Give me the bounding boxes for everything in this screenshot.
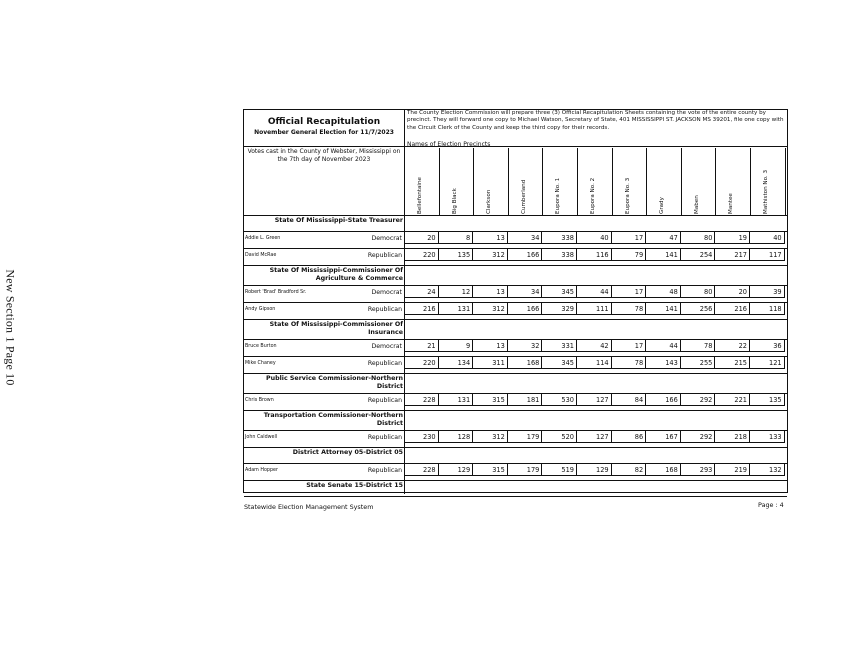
- vote-count: 127: [596, 433, 609, 441]
- vote-count: 292: [699, 396, 713, 404]
- vote-count: 117: [769, 251, 782, 259]
- party-label: Democrat: [371, 235, 402, 242]
- vote-count: 338: [561, 234, 574, 242]
- vote-count: 121: [769, 359, 782, 367]
- candidate-name: Robert 'Brad' Bradford Sr.: [245, 290, 307, 295]
- divider: [244, 215, 787, 216]
- vote-count: 311: [492, 359, 505, 367]
- vote-count: 312: [492, 305, 505, 313]
- vote-count: 79: [634, 251, 644, 259]
- vote-count: 141: [665, 251, 678, 259]
- vote-count: 82: [634, 466, 644, 474]
- vote-count: 8: [465, 234, 471, 242]
- vote-count: 315: [492, 396, 505, 404]
- vote-count: 114: [596, 359, 609, 367]
- divider: [244, 319, 787, 320]
- vote-count: 131: [457, 305, 471, 313]
- vote-count: 24: [427, 288, 436, 296]
- vote-count: 219: [734, 466, 747, 474]
- vote-count: 129: [457, 466, 471, 474]
- vote-count: 17: [634, 288, 644, 296]
- candidate-name: David McRae: [245, 253, 277, 258]
- vote-count: 128: [457, 433, 471, 441]
- vote-count: 40: [773, 234, 782, 242]
- race-title: Transportation Commissioner-Northern District: [263, 412, 403, 427]
- vote-count: 228: [423, 396, 436, 404]
- vote-count: 312: [492, 433, 505, 441]
- candidate-name: Mike Chaney: [245, 361, 276, 366]
- vote-count: 135: [769, 396, 782, 404]
- vote-count: 32: [531, 342, 540, 350]
- race-title: State Of Mississippi-Commissioner Of Insurance: [269, 321, 403, 336]
- vote-count: 127: [596, 396, 609, 404]
- candidate-name: Bruce Burton: [245, 344, 277, 349]
- vote-count: 254: [699, 251, 713, 259]
- vote-count: 111: [596, 305, 609, 313]
- vote-count: 345: [561, 359, 574, 367]
- vote-count: 116: [596, 251, 609, 259]
- vote-count: 19: [738, 234, 747, 242]
- vote-count: 36: [773, 342, 782, 350]
- vote-count: 256: [699, 305, 713, 313]
- column-divider: [473, 148, 474, 215]
- vote-count: 80: [704, 288, 713, 296]
- instructions-text: The County Election Commission will prepare three (3) Official Recapitulation Sheets containing the vote of the entire county by precinct. They will forward one copy to Michael Watson, Secretary of State, 401 MISSISSIPPI ST. JACKSON MS 39201, file one copy with the Circuit Clerk of the County and keep the third copy for their records.: [407, 110, 784, 131]
- vote-count: 17: [634, 234, 644, 242]
- vote-count: 133: [769, 433, 782, 441]
- vote-count: 39: [773, 288, 782, 296]
- party-label: Republican: [367, 467, 402, 474]
- vote-count: 221: [734, 396, 747, 404]
- vote-count: 255: [699, 359, 713, 367]
- vote-count: 84: [634, 396, 644, 404]
- party-label: Republican: [367, 434, 402, 441]
- divider: [244, 410, 787, 411]
- vote-count: 135: [457, 251, 471, 259]
- precinct-name: Clarkson: [486, 189, 493, 214]
- divider: [244, 496, 787, 497]
- vote-count: 129: [596, 466, 609, 474]
- vote-count: 166: [526, 251, 540, 259]
- vote-count: 181: [526, 396, 540, 404]
- vote-count: 13: [496, 234, 505, 242]
- vote-count: 166: [526, 305, 540, 313]
- vote-count: 17: [634, 342, 644, 350]
- vote-count: 329: [561, 305, 574, 313]
- party-label: Republican: [367, 360, 402, 367]
- vote-count: 12: [461, 288, 471, 296]
- column-divider: [646, 148, 647, 215]
- vote-count: 338: [561, 251, 574, 259]
- precinct-name: Eupora No. 2: [590, 177, 596, 214]
- vote-count: 166: [665, 396, 678, 404]
- vote-count: 21: [427, 342, 436, 350]
- precinct-name: Bellefontaine: [417, 177, 423, 214]
- vote-count: 20: [738, 288, 747, 296]
- precinct-name: Mathiston No. 3: [763, 169, 769, 214]
- vote-count: 118: [769, 305, 782, 313]
- candidate-name: Chris Brown: [245, 398, 274, 403]
- vote-count: 216: [734, 305, 747, 313]
- doc-title: Official Recapitulation: [267, 117, 381, 127]
- vote-count: 179: [526, 466, 540, 474]
- vote-count: 34: [531, 288, 540, 296]
- race-title: State Of Mississippi-State Treasurer: [274, 217, 403, 224]
- column-divider: [681, 148, 682, 215]
- vote-count: 312: [492, 251, 505, 259]
- race-title: District Attorney 05-District 05: [292, 449, 403, 456]
- vote-count: 228: [423, 466, 436, 474]
- column-divider: [750, 148, 751, 215]
- vote-count: 520: [561, 433, 574, 441]
- candidate-name: John Caldwell: [245, 435, 278, 440]
- vote-count: 530: [561, 396, 574, 404]
- vote-count: 217: [734, 251, 747, 259]
- vote-count: 132: [769, 466, 782, 474]
- vote-count: 331: [561, 342, 574, 350]
- vote-count: 78: [704, 342, 713, 350]
- precinct-name: Mantee: [728, 193, 735, 214]
- precinct-name: Eupora No. 1: [555, 177, 562, 214]
- precinct-name: Big Black: [451, 188, 458, 214]
- vote-count: 13: [496, 342, 505, 350]
- divider: [244, 447, 787, 448]
- vote-count: 9: [465, 342, 471, 350]
- vote-count: 168: [526, 359, 540, 367]
- precinct-name: Eupora No. 3: [624, 177, 631, 214]
- column-divider: [508, 148, 509, 215]
- vote-count: 44: [669, 342, 678, 350]
- vote-count: 13: [496, 288, 505, 296]
- column-divider: [612, 148, 613, 215]
- vote-count: 134: [457, 359, 471, 367]
- party-label: Democrat: [371, 289, 402, 296]
- vote-count: 48: [669, 288, 678, 296]
- race-title: State Senate 15-District 15: [306, 482, 403, 489]
- vote-count: 78: [634, 305, 644, 313]
- race-title: Public Service Commissioner-Northern District: [266, 375, 403, 390]
- vote-count: 141: [665, 305, 678, 313]
- divider: [244, 265, 787, 266]
- precincts-label: Names of Election Precincts: [407, 141, 491, 148]
- vote-count: 40: [600, 234, 609, 242]
- precinct-name: Maben: [693, 195, 700, 214]
- vote-count: 80: [704, 234, 713, 242]
- party-label: Democrat: [371, 343, 402, 350]
- vote-count: 293: [699, 466, 713, 474]
- vote-count: 47: [669, 234, 678, 242]
- vote-count: 44: [600, 288, 609, 296]
- side-page-label: New Section 1 Page 10: [3, 269, 18, 386]
- title-block: [244, 110, 405, 146]
- divider: [244, 480, 787, 481]
- vote-count: 519: [561, 466, 574, 474]
- race-title: State Of Mississippi-Commissioner Of Agriculture & Commerce: [269, 267, 403, 282]
- divider: [244, 373, 787, 374]
- vote-count: 131: [457, 396, 471, 404]
- column-divider: [439, 148, 440, 215]
- vote-count: 78: [634, 359, 644, 367]
- doc-subtitle: November General Election for 11/7/2023: [254, 129, 394, 136]
- vote-count: 167: [665, 433, 678, 441]
- vote-count: 143: [665, 359, 678, 367]
- vote-count: 86: [634, 433, 644, 441]
- vote-count: 315: [492, 466, 505, 474]
- vote-count: 22: [738, 342, 747, 350]
- divider: [244, 146, 787, 147]
- vote-count: 20: [427, 234, 436, 242]
- column-divider: [715, 148, 716, 215]
- precinct-name: Cumberland: [520, 179, 527, 214]
- vote-count: 216: [423, 305, 436, 313]
- vote-count: 345: [561, 288, 574, 296]
- precinct-name: Grady: [659, 197, 666, 214]
- vote-count: 218: [734, 433, 747, 441]
- column-divider: [785, 148, 786, 215]
- party-label: Republican: [367, 397, 402, 404]
- column-divider: [542, 148, 543, 215]
- vote-count: 220: [423, 251, 436, 259]
- recap-sheet: [243, 109, 788, 493]
- vote-count: 179: [526, 433, 540, 441]
- party-label: Republican: [367, 252, 402, 259]
- footer-system: Statewide Election Management System: [244, 503, 374, 511]
- vote-count: 42: [600, 342, 609, 350]
- vote-count: 168: [665, 466, 678, 474]
- vote-count: 230: [423, 433, 436, 441]
- vote-count: 220: [423, 359, 436, 367]
- candidate-name: Adam Hopper: [245, 468, 278, 473]
- votes-cast-label: Votes cast in the County of Webster, Mississippi on the 7th day of November 2023: [247, 148, 401, 163]
- column-divider: [577, 148, 578, 215]
- candidate-name: Addie L. Green: [245, 236, 281, 241]
- party-label: Republican: [367, 306, 402, 313]
- candidate-name: Andy Gipson: [245, 307, 276, 312]
- vote-count: 215: [734, 359, 747, 367]
- vote-count: 292: [699, 433, 713, 441]
- vote-count: 34: [531, 234, 540, 242]
- page-number: Page : 4: [758, 501, 784, 509]
